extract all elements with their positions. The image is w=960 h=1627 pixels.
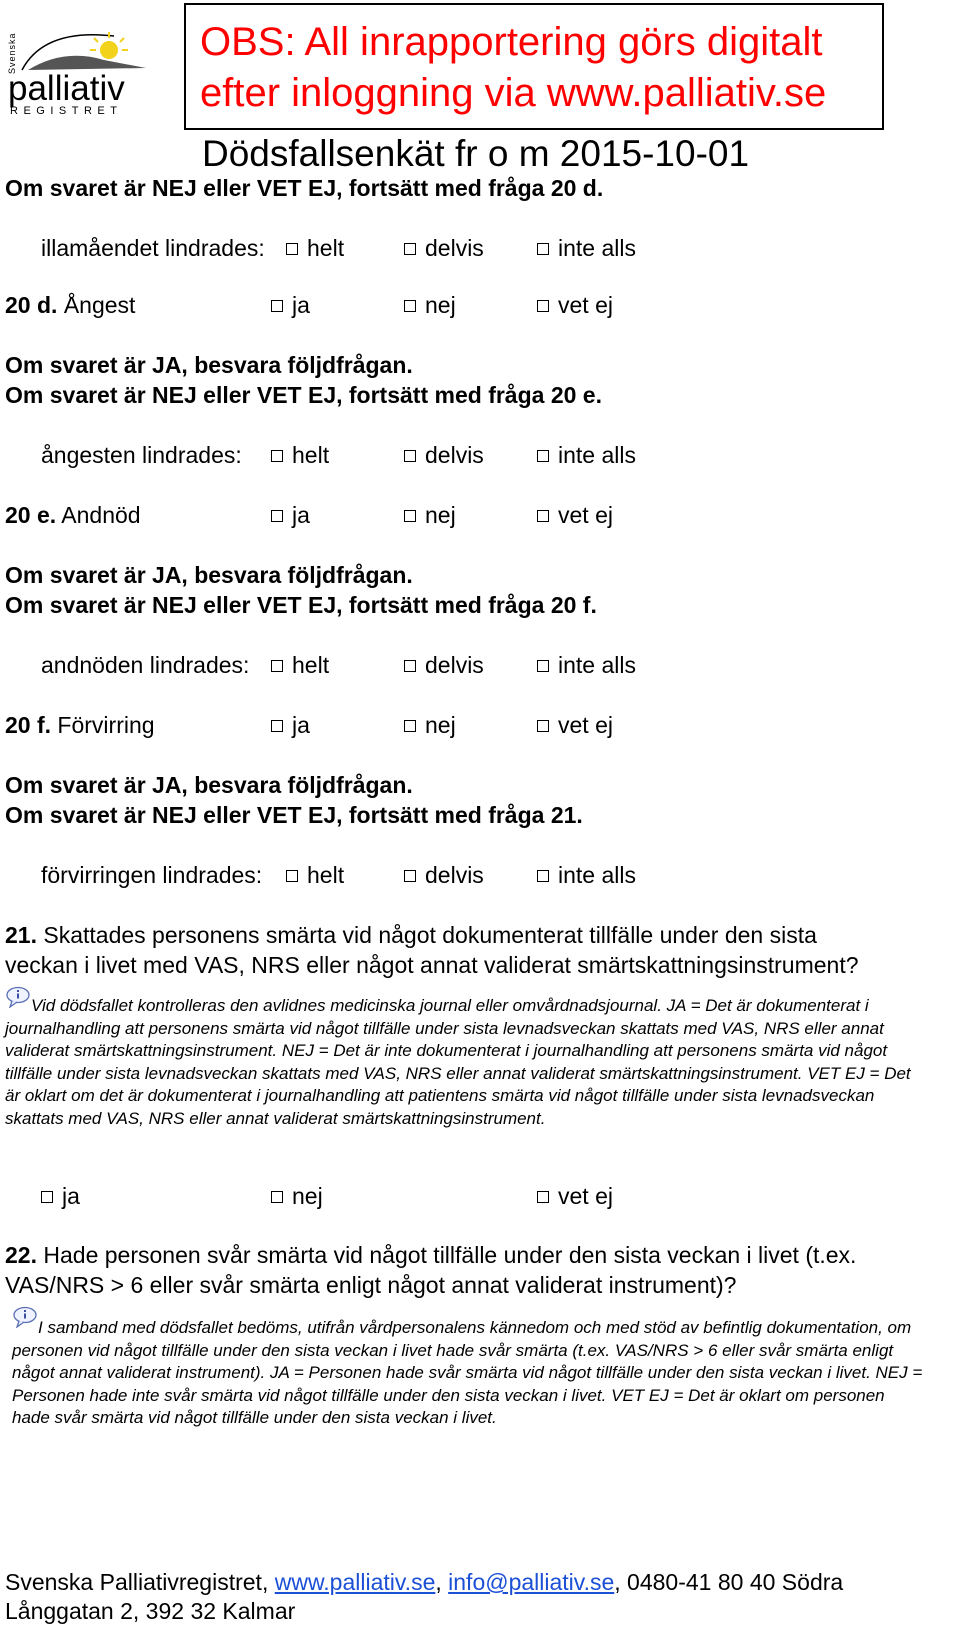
checkbox-icon (404, 720, 416, 732)
checkbox-icon (537, 870, 549, 882)
checkbox-icon (404, 450, 416, 462)
follow-label-20e: andnöden lindrades: (41, 652, 250, 678)
checkbox-icon (41, 1191, 53, 1203)
footer-contact: Svenska Palliativregistret, www.palliativ.se, info@palliativ.se, 0480-41 80 40 Södra Långgatan 2, 392 32 Kalmar (5, 1569, 844, 1624)
checkbox-icon (404, 300, 416, 312)
option-inte-alls-20f[interactable]: inte alls (537, 862, 636, 889)
option-inte-alls-20e[interactable]: inte alls (537, 652, 636, 679)
checkbox-icon (537, 243, 549, 255)
checkbox-icon (271, 1191, 283, 1203)
option-ja-20e[interactable]: ja (271, 502, 310, 529)
checkbox-icon (537, 660, 549, 672)
question-20d: 20 d. Ångest (5, 292, 136, 318)
banner-line-1: OBS: All inrapportering görs digitalt (200, 20, 823, 64)
instruction-no-20e: Om svaret är NEJ eller VET EJ, fortsätt med fråga 20 f. (5, 592, 597, 618)
question-22-line-2: VAS/NRS > 6 eller svår smärta enligt något annat validerat instrument)? (5, 1272, 737, 1298)
checkbox-icon (537, 1191, 549, 1203)
logo-arc-text: Svenska (7, 32, 17, 74)
checkbox-icon (271, 660, 283, 672)
checkbox-icon (271, 300, 283, 312)
checkbox-icon (537, 510, 549, 522)
checkbox-icon (286, 870, 298, 882)
instruction-yes-20e: Om svaret är JA, besvara följdfrågan. (5, 562, 413, 588)
checkbox-icon (537, 450, 549, 462)
instruction-no-20d: Om svaret är NEJ eller VET EJ, fortsätt med fråga 20 e. (5, 382, 602, 408)
option-inte-alls-20d[interactable]: inte alls (537, 442, 636, 469)
instruction-no-20f: Om svaret är NEJ eller VET EJ, fortsätt med fråga 21. (5, 802, 583, 828)
option-delvis-20e[interactable]: delvis (404, 652, 484, 679)
option-delvis-20d[interactable]: delvis (404, 442, 484, 469)
digital-notice-banner (184, 3, 884, 130)
option-ja-21[interactable]: ja (41, 1183, 80, 1210)
option-nej-21[interactable]: nej (271, 1183, 323, 1210)
option-nej-20d[interactable]: nej (404, 292, 456, 319)
follow-label-20f: förvirringen lindrades: (41, 862, 263, 888)
follow-label-20c: illamåendet lindrades: (41, 235, 265, 261)
logo-subtitle: REGISTRET (10, 105, 123, 117)
checkbox-icon (286, 243, 298, 255)
banner-line-2: efter inloggning via www.palliativ.se (200, 71, 827, 115)
checkbox-icon (271, 510, 283, 522)
instruction-to-20d: Om svaret är NEJ eller VET EJ, fortsätt med fråga 20 d. (5, 175, 604, 201)
checkbox-icon (404, 660, 416, 672)
checkbox-icon (404, 870, 416, 882)
question-21-line-1: 21. Skattades personens smärta vid något dokumenterat tillfälle under den sista (5, 922, 817, 948)
palliativ-logo (4, 8, 154, 118)
footer-email-link[interactable]: info@palliativ.se (448, 1569, 615, 1595)
option-inte-alls-20c[interactable]: inte alls (537, 235, 636, 262)
option-vet-ej-20d[interactable]: vet ej (537, 292, 613, 319)
option-nej-20f[interactable]: nej (404, 712, 456, 739)
option-vet-ej-21[interactable]: vet ej (537, 1183, 613, 1210)
question-22-line-1: 22. Hade personen svår smärta vid något tillfälle under den sista veckan i livet (t.ex. (5, 1242, 857, 1268)
option-vet-ej-20f[interactable]: vet ej (537, 712, 613, 739)
checkbox-icon (537, 300, 549, 312)
footer-website-link[interactable]: www.palliativ.se (274, 1569, 436, 1595)
checkbox-icon (271, 720, 283, 732)
document-title: Dödsfallsenkät fr o m 2015-10-01 (202, 133, 750, 174)
logo-name: palliativ (8, 69, 125, 108)
option-helt-20c[interactable]: helt (286, 235, 344, 262)
option-delvis-20f[interactable]: delvis (404, 862, 484, 889)
option-delvis-20c[interactable]: delvis (404, 235, 484, 262)
checkbox-icon (404, 510, 416, 522)
option-helt-20d[interactable]: helt (271, 442, 329, 469)
option-helt-20e[interactable]: helt (271, 652, 329, 679)
question-20f: 20 f. Förvirring (5, 712, 155, 738)
option-vet-ej-20e[interactable]: vet ej (537, 502, 613, 529)
note-21: Vid dödsfallet kontrolleras den avlidnes medicinska journal eller omvårdnadsjournal. JA = Det är dokumenterat i journalhandling att personens smärta vid något tillfälle under sista levnadsveckan skattats med VAS, NRS eller annat validerat smärtskattningsinstrument. NEJ = Det är inte dokumenterat i journalhandling att personens smärta vid något tillfälle under sista levnadsveckan skattats med VAS, NRS eller annat validerat smärtskattningsinstrument. VET EJ = Det är oklart om det är dokumenterat i journalhandling att patientens smärta vid något tillfälle under sista levnadsveckan skattats med VAS, NRS eller annat validerat smärtskattningsinstrument. (5, 996, 911, 1128)
option-ja-20d[interactable]: ja (271, 292, 310, 319)
checkbox-icon (537, 720, 549, 732)
option-helt-20f[interactable]: helt (286, 862, 344, 889)
question-20e: 20 e. Andnöd (5, 502, 141, 528)
checkbox-icon (271, 450, 283, 462)
follow-label-20d: ångesten lindrades: (41, 442, 242, 468)
instruction-yes-20d: Om svaret är JA, besvara följdfrågan. (5, 352, 413, 378)
option-ja-20f[interactable]: ja (271, 712, 310, 739)
checkbox-icon (404, 243, 416, 255)
note-22: I samband med dödsfallet bedöms, utifrån vårdpersonalens kännedom och med stöd av befintlig dokumentation, om personen vid något tillfälle under den sista veckan i livet hade svår smärta (t.ex. VAS/NRS > 6 eller svår smärta enligt något annat validerat instrument). JA = Personen hade svår smärta vid något tillfälle under den sista veckan i livet. NEJ = Personen hade inte svår smärta vid något tillfälle under den sista veckan i livet. VET EJ = Det är oklart om personen hade svår smärta vid något tillfälle under den sista veckan i livet. (12, 1318, 923, 1427)
question-21-line-2: veckan i livet med VAS, NRS eller något annat validerat smärtskattningsinstrument? (5, 952, 859, 978)
option-nej-20e[interactable]: nej (404, 502, 456, 529)
instruction-yes-20f: Om svaret är JA, besvara följdfrågan. (5, 772, 413, 798)
